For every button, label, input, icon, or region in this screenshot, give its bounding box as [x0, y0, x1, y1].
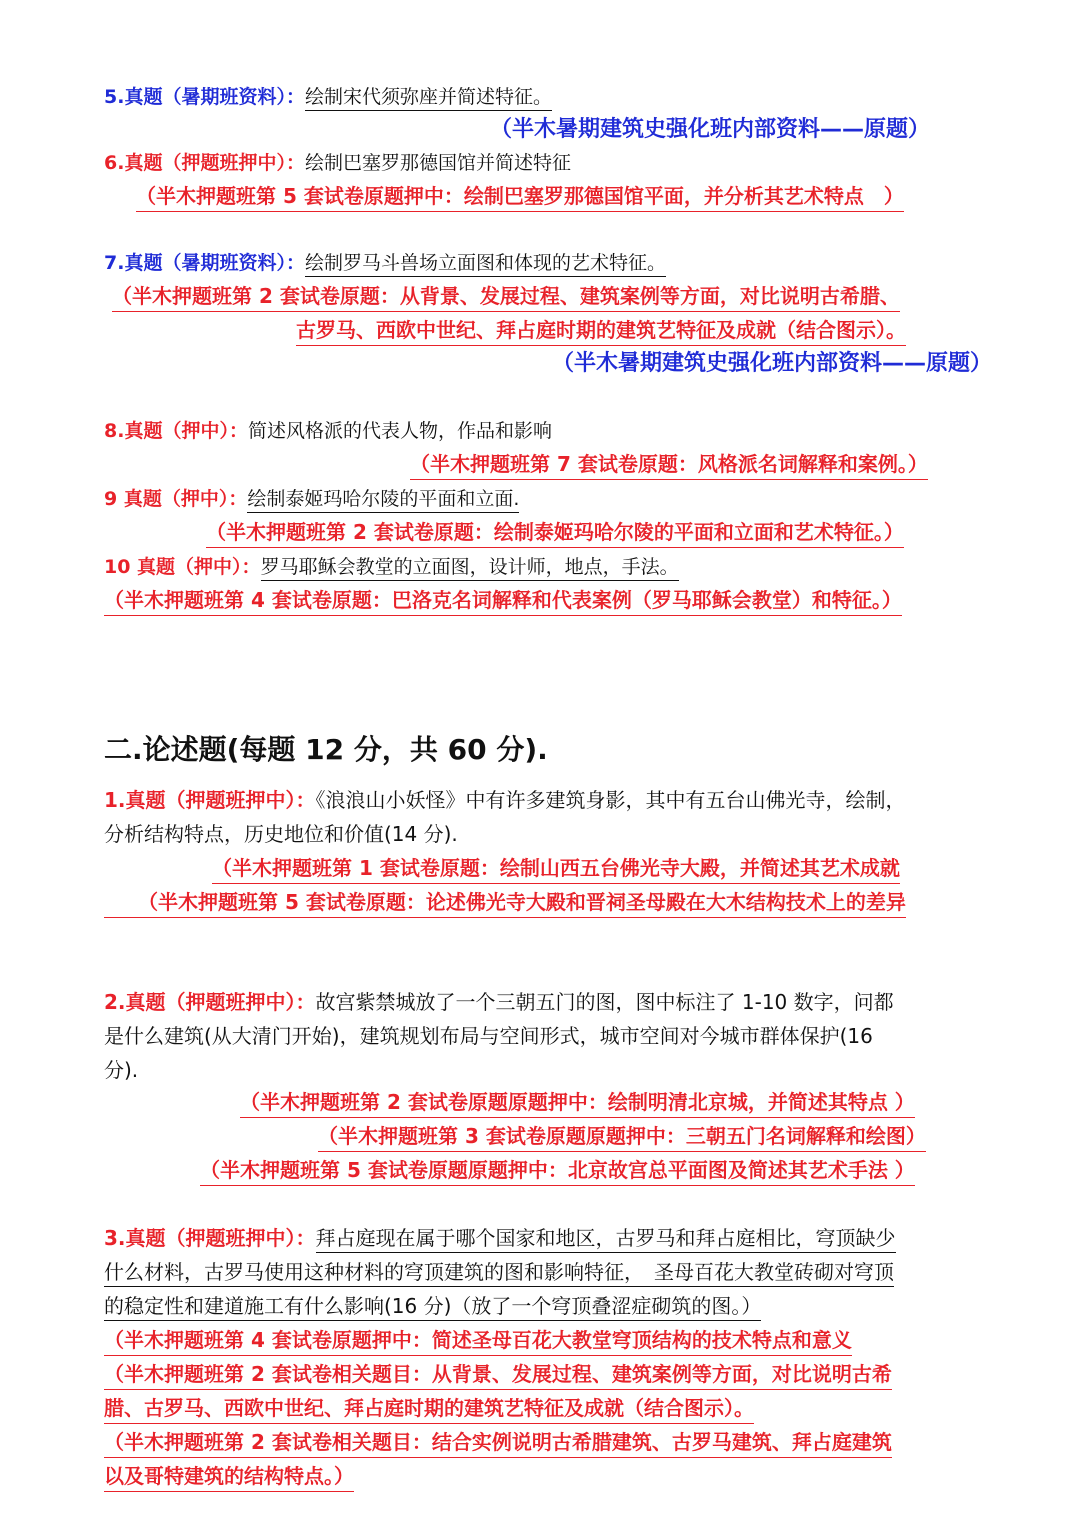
q10-ref: （半木押题班第 4 套试卷原题：巴洛克名词解释和代表案例（罗马耶稣会教堂）和特征。） [104, 588, 902, 616]
e2-text-line2: 是什么建筑(从大清门开始)，建筑规划布局与空间形式，城市空间对今城市群体保护(16 [104, 1024, 873, 1048]
q6-label: 6.真题（押题班押中）： [104, 152, 305, 174]
q9-label: 9 真题（押中）： [104, 488, 248, 510]
e3-ref3-line2: 以及哥特建筑的结构特点。） [104, 1464, 354, 1492]
e3-text-line2: 什么材料，古罗马使用这种材料的穹顶建筑的图和影响特征， 圣母百花大教堂砖砌对穹顶 [104, 1260, 894, 1287]
e1-text-line2: 分析结构特点，历史地位和价值(14 分). [104, 822, 458, 846]
e3-label: 3.真题（押题班押中）： [104, 1226, 316, 1250]
e1-ref1: （半木押题班第 1 套试卷原题：绘制山西五台佛光寺大殿，并简述其艺术成就 [212, 856, 900, 884]
e3-ref2-line2: 腊、古罗马、西欧中世纪、拜占庭时期的建筑艺特征及成就（结合图示）。 [104, 1396, 754, 1424]
e2-text-line1: 故宫紫禁城放了一个三朝五门的图，图中标注了 1-10 数字，问都 [315, 990, 894, 1014]
q9-text: 绘制泰姬玛哈尔陵的平面和立面. [247, 488, 519, 513]
e2-ref1: （半木押题班第 2 套试卷原题原题押中：绘制明清北京城，并简述其特点 ） [240, 1090, 915, 1118]
q7-line [104, 252, 666, 276]
e2-ref3: （半木押题班第 5 套试卷原题原题押中：北京故宫总平面图及简述其艺术手法 ） [200, 1158, 915, 1186]
q8-text: 简述风格派的代表人物，作品和影响 [247, 420, 552, 442]
q7-ref-blue: （半木暑期建筑史强化班内部资料——原题） [552, 351, 993, 376]
e3-line1 [104, 1226, 896, 1251]
q7-label: 7.真题（暑期班资料）： [104, 252, 305, 274]
q7-ref-line1: （半木押题班第 2 套试卷原题：从背景、发展过程、建筑案例等方面，对比说明古希腊、 [112, 284, 900, 312]
q10-text: 罗马耶稣会教堂的立面图，设计师，地点，手法。 [261, 556, 679, 581]
q7-ref-line2: 古罗马、西欧中世纪、拜占庭时期的建筑艺特征及成就（结合图示）。 [296, 318, 906, 346]
q10-line [104, 556, 679, 580]
q9-line [104, 488, 519, 512]
q10-label: 10 真题（押中）： [104, 556, 261, 578]
q6-line [104, 152, 571, 176]
e1-line1 [104, 788, 906, 813]
e3-text-line3: 的稳定性和建道施工有什么影响(16 分)（放了一个穹顶叠涩症砌筑的图。） [104, 1294, 761, 1321]
q5-text: 绘制宋代须弥座并简述特征。 [305, 86, 552, 111]
e1-text-line1: 《浪浪山小妖怪》中有许多建筑身影，其中有五台山佛光寺，绘制， [315, 788, 906, 812]
e3-line3-wrap [104, 1294, 761, 1319]
q8-line [104, 420, 552, 444]
q5-label: 5.真题（暑期班资料）： [104, 86, 305, 108]
e2-line1 [104, 990, 894, 1015]
q8-ref: （半木押题班第 7 套试卷原题：风格派名词解释和案例。） [410, 452, 928, 480]
e3-ref1: （半木押题班第 4 套试卷原题押中：简述圣母百花大教堂穹顶结构的技术特点和意义 [104, 1328, 852, 1356]
q6-text: 绘制巴塞罗那德国馆并简述特征 [304, 152, 571, 174]
e3-text-line1: 拜占庭现在属于哪个国家和地区，古罗马和拜占庭相比，穹顶缺少 [316, 1226, 896, 1253]
q7-text: 绘制罗马斗兽场立面图和体现的艺术特征。 [305, 252, 666, 277]
q5-line [104, 86, 552, 110]
e1-label: 1.真题（押题班押中）： [104, 788, 316, 812]
e2-label: 2.真题（押题班押中）： [104, 990, 316, 1014]
e1-ref2: （半木押题班第 5 套试卷原题：论述佛光寺大殿和晋祠圣母殿在大木结构技术上的差异 [104, 890, 906, 918]
q5-ref: （半木暑期建筑史强化班内部资料——原题） [490, 117, 931, 142]
e3-line2-wrap [104, 1260, 894, 1285]
q6-ref: （半木押题班第 5 套试卷原题押中：绘制巴塞罗那德国馆平面，并分析其艺术特点 ） [136, 184, 904, 212]
e2-text-line3: 分). [104, 1058, 139, 1082]
e3-ref3-line1: （半木押题班第 2 套试卷相关题目：结合实例说明古希腊建筑、古罗马建筑、拜占庭建筑 [104, 1430, 892, 1458]
q9-ref: （半木押题班第 2 套试卷原题：绘制泰姬玛哈尔陵的平面和立面和艺术特征。） [206, 520, 904, 548]
section-title: 二.论述题(每题 12 分，共 60 分). [104, 733, 548, 766]
e2-ref2: （半木押题班第 3 套试卷原题原题押中：三朝五门名词解释和绘图） [318, 1124, 926, 1152]
e3-ref2-line1: （半木押题班第 2 套试卷相关题目：从背景、发展过程、建筑案例等方面，对比说明古希 [104, 1362, 892, 1390]
q8-label: 8.真题（押中）： [104, 420, 248, 442]
